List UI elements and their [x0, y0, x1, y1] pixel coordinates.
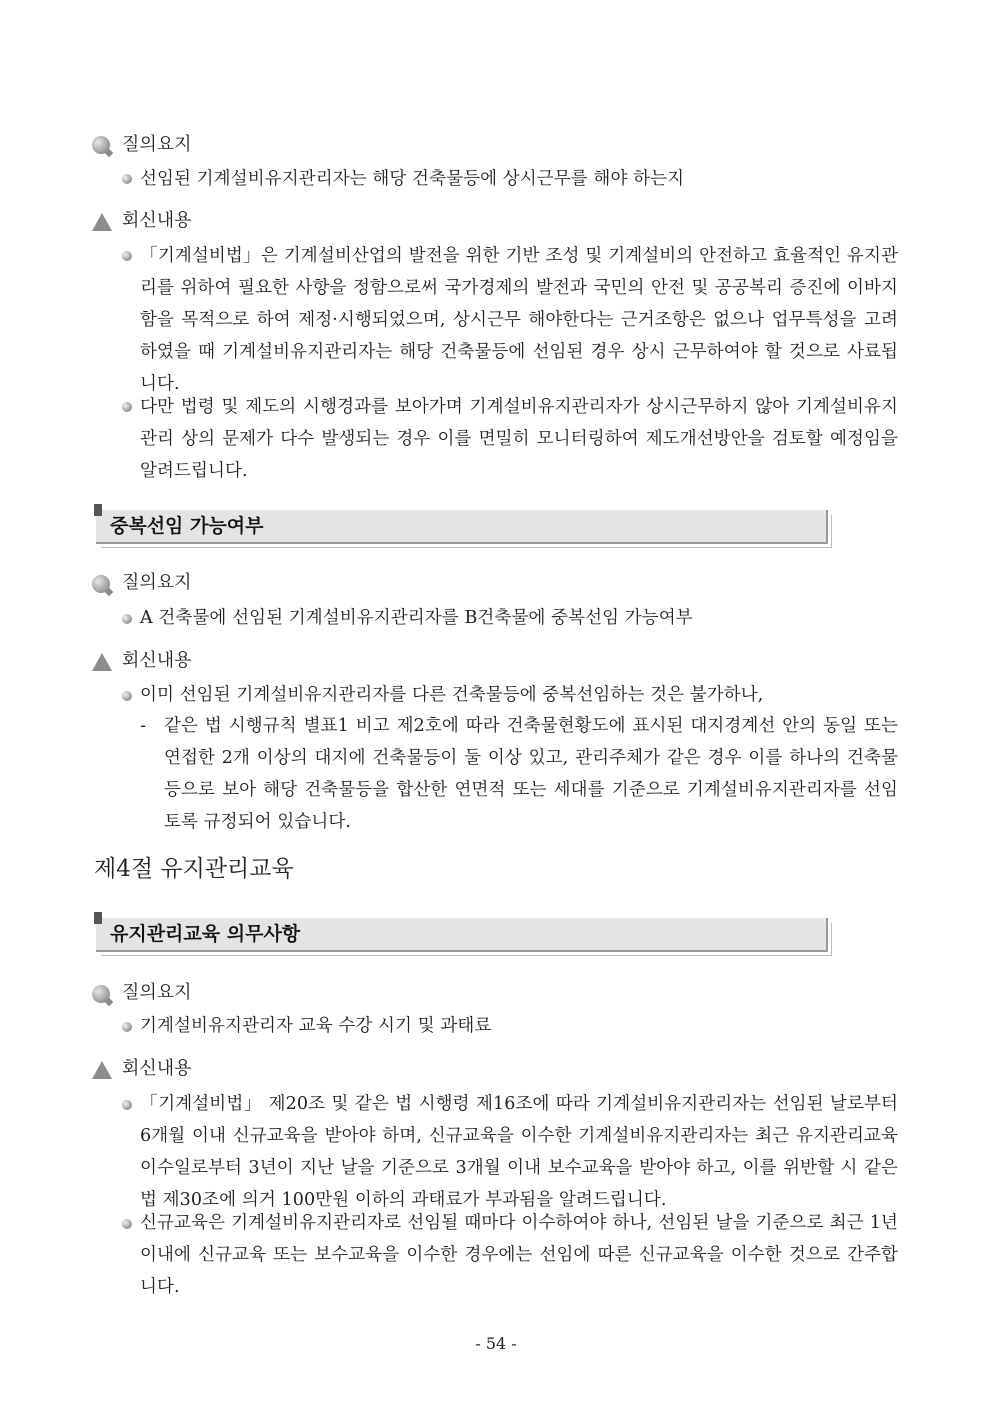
- answer-label: 회신내용: [122, 210, 192, 231]
- question-text: 선임된 기계설비유지관리자는 해당 건축물등에 상시근무를 해야 하는지: [140, 169, 685, 189]
- question-text: A 건축물에 선임된 기계설비유지관리자를 B건축물에 중복선임 가능여부: [140, 608, 693, 628]
- answer-paragraph: 「기계설비법」은 기계설비산업의 발전을 위한 기반 조성 및 기계설비의 안전하고 효율적인 유지관리를 위하여 필요한 사항을 정함으로써 국가경제의 발전과 국민의 안전 및 공공복리 증진에 이바지함을 목적으로 하여 제정·시행되었으며, 상시근무 해야한다는 근거조항은 없으나 업무특성을 고려하였을 때 기계설비유지관리자는 해당 건축물등에 선임된 경우 상시 근무하여야 할 것으로 사료됩니다.: [140, 246, 898, 394]
- section-header: [96, 918, 828, 952]
- answer-icon: [92, 653, 112, 671]
- question-label: 질의요지: [122, 982, 192, 1003]
- question-label: 질의요지: [122, 572, 192, 593]
- bullet-icon: [122, 174, 132, 184]
- answer-label: 회신내용: [122, 1058, 192, 1079]
- section-header: [96, 510, 828, 544]
- bullet-icon: [122, 402, 132, 412]
- bullet-icon: [122, 1100, 132, 1110]
- question-icon: [92, 575, 110, 593]
- answer-paragraph: 신규교육은 기계설비유지관리자로 선임될 때마다 이수하여야 하나, 선임된 날을 기준으로 최근 1년 이내에 신규교육 또는 보수교육을 이수한 경우에는 선임에 따른 신규교육을 이수한 것으로 간주합니다.: [140, 1213, 898, 1297]
- answer-label: 회신내용: [122, 650, 192, 671]
- bullet-icon: [122, 691, 132, 701]
- answer-paragraph: 「기계설비법」 제20조 및 같은 법 시행령 제16조에 따라 기계설비유지관리자는 선임된 날로부터 6개월 이내 신규교육을 받아야 하며, 신규교육을 이수한 기계설비유지관리자는 최근 유지관리교육 이수일로부터 3년이 지난 날을 기준으로 3개월 이내 보수교육을 받아야 하고, 이를 위반할 시 같은 법 제30조에 의거 100만원 이하의 과태료가 부과됨을 알려드립니다.: [140, 1094, 898, 1210]
- question-text: 기계설비유지관리자 교육 수강 시기 및 과태료: [140, 1016, 492, 1036]
- section-title: 중복선임 가능여부: [110, 515, 264, 537]
- page-number: - 54 -: [475, 1334, 517, 1353]
- bullet-icon: [122, 614, 132, 624]
- question-icon: [92, 136, 110, 154]
- answer-subparagraph: 같은 법 시행규칙 별표1 비고 제2호에 따라 건축물현황도에 표시된 대지경계선 안의 동일 또는 연접한 2개 이상의 대지에 건축물등이 둘 이상 있고, 관리주체가 같은 경우 이를 하나의 건축물등으로 보아 해당 건축물등을 합산한 연면적 또는 세대를 기준으로 기계설비유지관리자를 선임토록 규정되어 있습니다.: [164, 716, 898, 832]
- bullet-icon: [122, 1022, 132, 1032]
- answer-icon: [92, 213, 112, 231]
- bullet-icon: [122, 251, 132, 261]
- question-label: 질의요지: [122, 134, 192, 155]
- dash-marker: -: [140, 715, 147, 736]
- chapter-heading: 제4절 유지관리교육: [94, 856, 294, 882]
- answer-icon: [92, 1061, 112, 1079]
- answer-paragraph: 다만 법령 및 제도의 시행경과를 보아가며 기계설비유지관리자가 상시근무하지 않아 기계설비유지관리 상의 문제가 다수 발생되는 경우 이를 면밀히 모니터링하여 제도개선방안을 검토할 예정임을 알려드립니다.: [140, 397, 898, 481]
- header-marker-icon: [94, 912, 102, 924]
- section-title: 유지관리교육 의무사항: [110, 923, 301, 945]
- answer-paragraph: 이미 선임된 기계설비유지관리자를 다른 건축물등에 중복선임하는 것은 불가하나,: [140, 685, 764, 705]
- question-icon: [92, 985, 110, 1003]
- bullet-icon: [122, 1219, 132, 1229]
- header-marker-icon: [94, 504, 102, 516]
